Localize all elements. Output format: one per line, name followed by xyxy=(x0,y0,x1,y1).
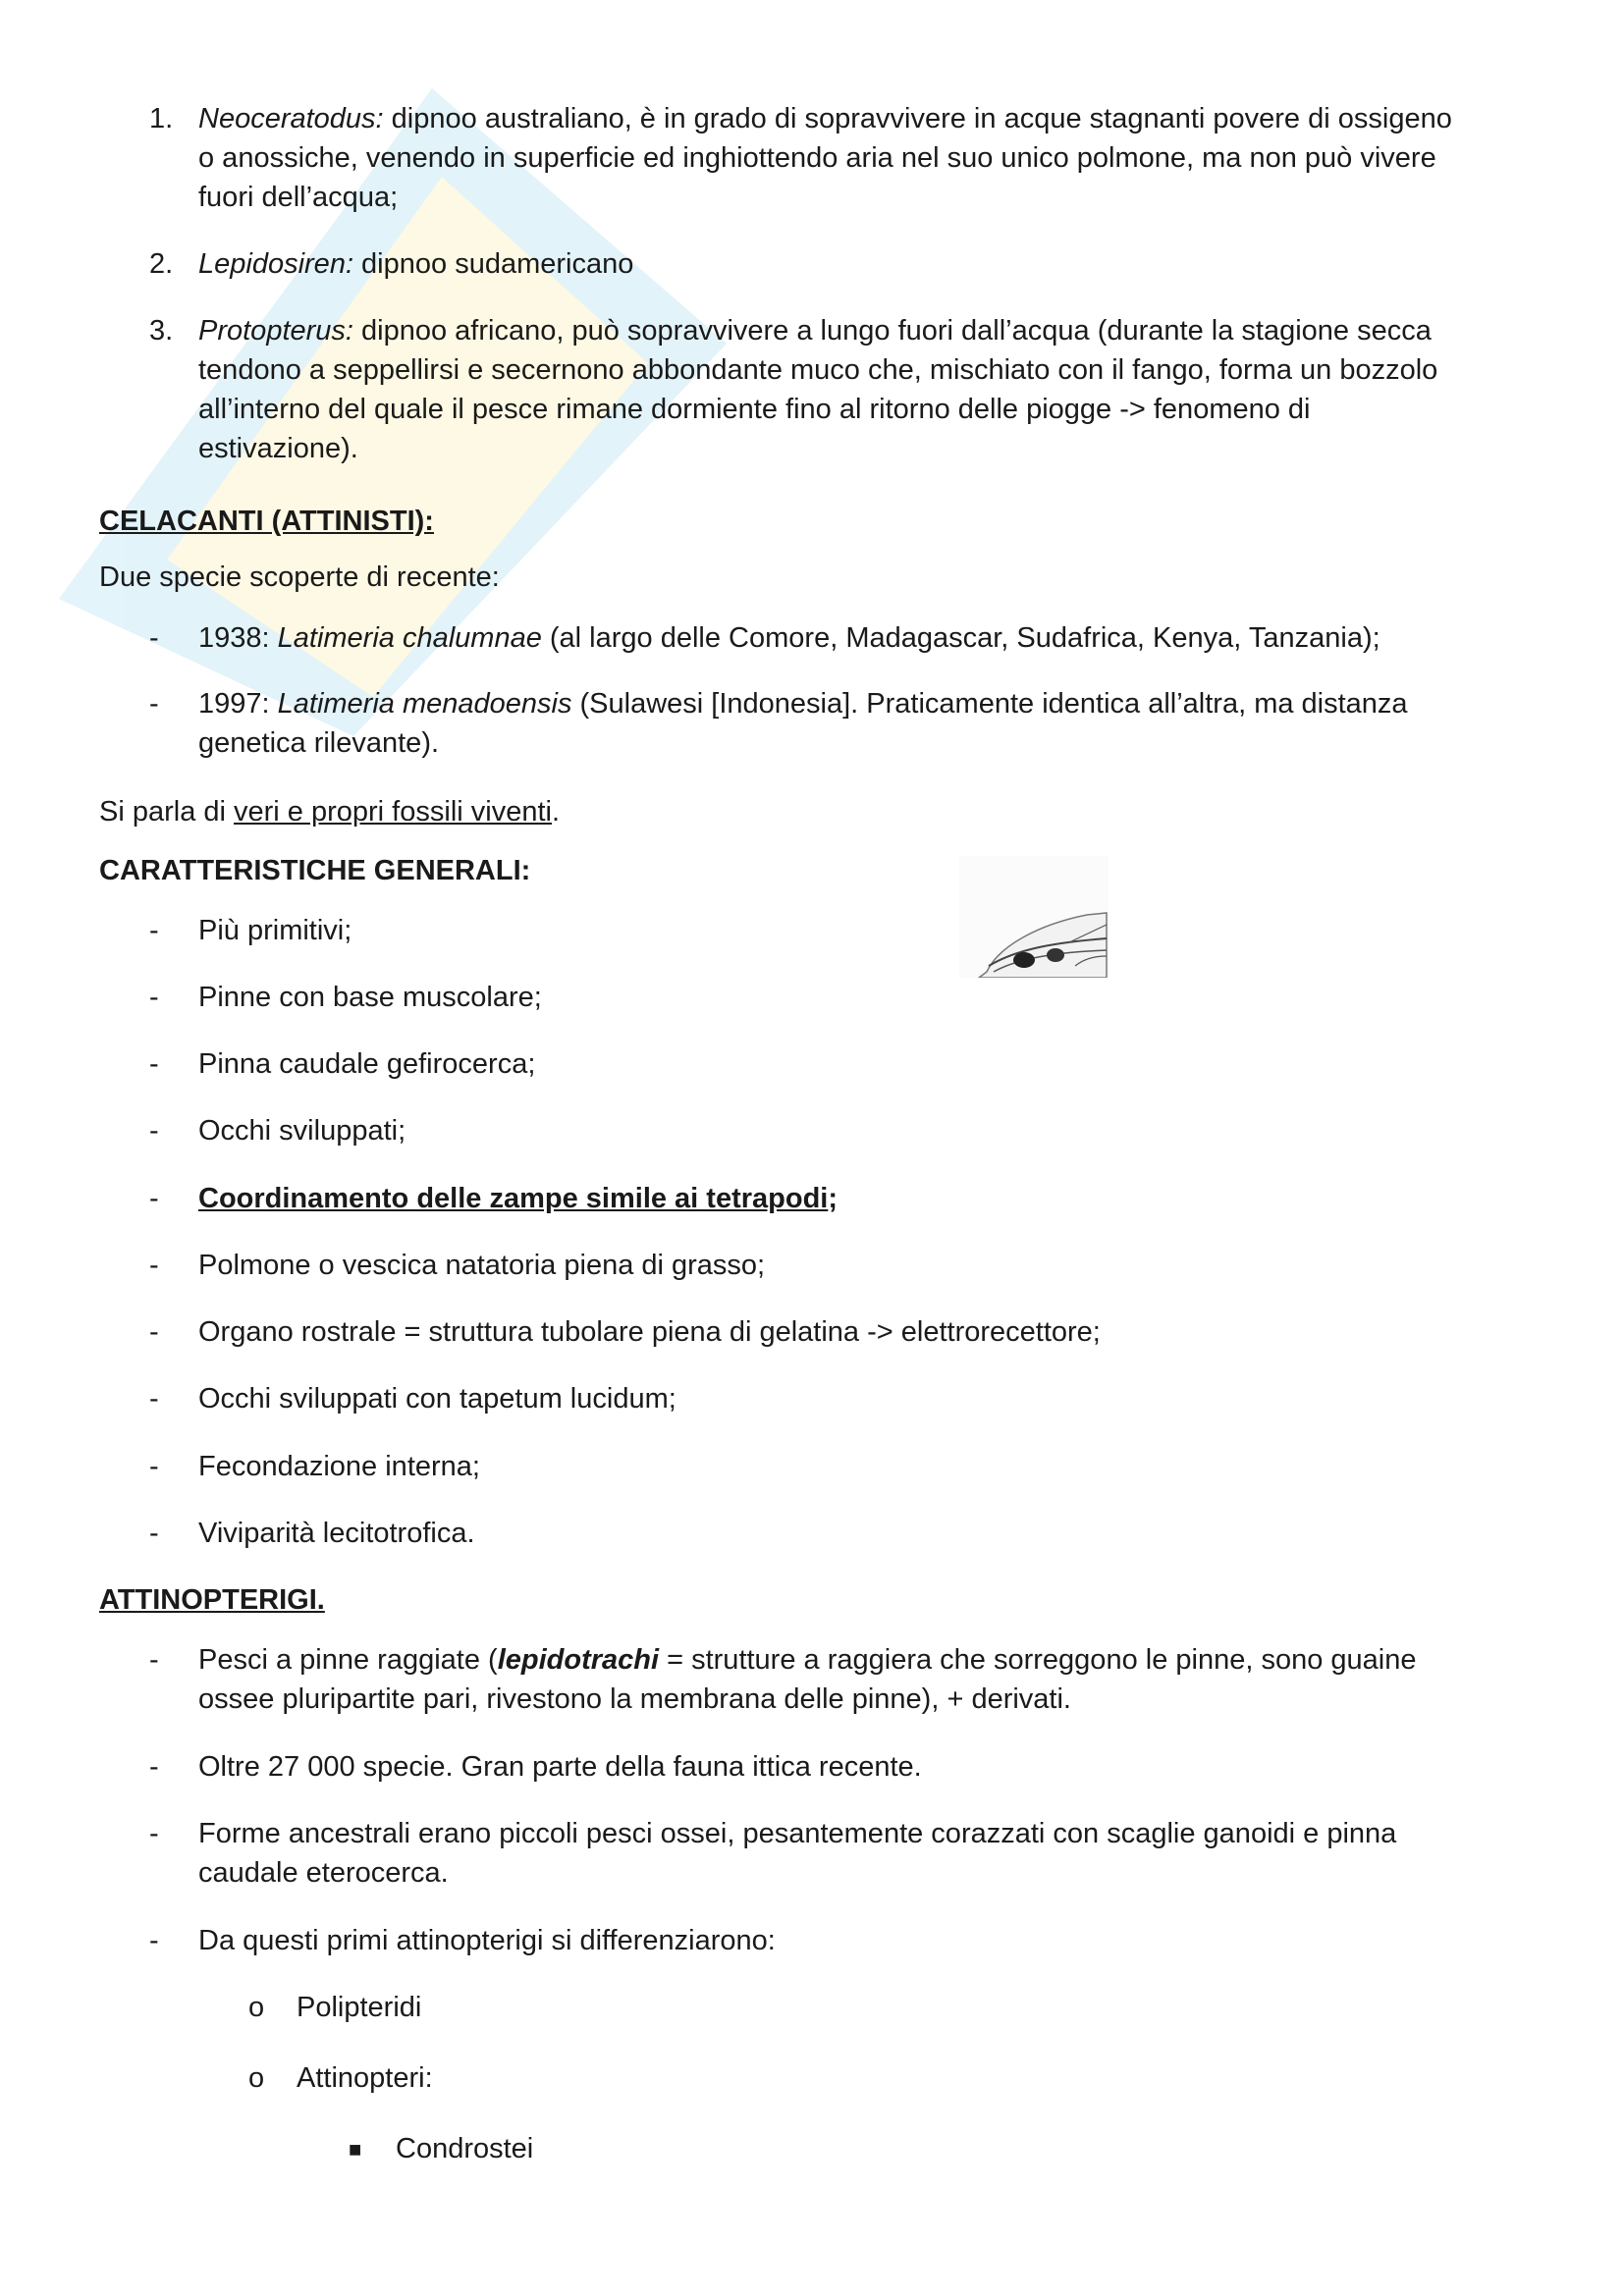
coelacanth-figure xyxy=(959,856,1109,978)
sub-item: Polipteridi xyxy=(297,1992,422,2023)
dash-marker: - xyxy=(149,982,159,1013)
celacanti-heading: CELACANTI (ATTINISTI): xyxy=(99,506,434,537)
feature-item: Pinne con base muscolare; xyxy=(198,982,542,1013)
dash-marker: - xyxy=(149,1451,159,1482)
caratteristiche-heading: CARATTERISTICHE GENERALI: xyxy=(99,855,531,886)
neoceratodus-line: fuori dell’acqua; xyxy=(198,182,399,213)
attinopterigi-item: Da questi primi attinopterigi si differenziarono: xyxy=(198,1925,776,1956)
square-bullet-icon: ■ xyxy=(349,2137,362,2162)
year: 1938: xyxy=(198,622,278,654)
protopterus-line xyxy=(198,314,1432,348)
dash-marker: - xyxy=(149,1644,159,1676)
text: = strutture a raggiera che sorreggono le pinne, sono guaine xyxy=(659,1644,1417,1676)
dash-marker: - xyxy=(149,1250,159,1281)
attinopterigi-item xyxy=(198,1643,1416,1678)
underlined-phrase: Coordinamento delle zampe simile ai tetrapodi xyxy=(198,1183,829,1214)
dash-marker: - xyxy=(149,1183,159,1214)
dash-marker: - xyxy=(149,1048,159,1080)
text: dipnoo sudamericano xyxy=(353,248,634,280)
species-name: Latimeria chalumnae xyxy=(277,622,542,654)
dash-marker: - xyxy=(149,915,159,946)
circle-marker: o xyxy=(248,1992,265,2023)
feature-item: Occhi sviluppati con tapetum lucidum; xyxy=(198,1383,676,1415)
list-number: 3. xyxy=(149,315,174,347)
year: 1997: xyxy=(198,688,278,720)
feature-item: Fecondazione interna; xyxy=(198,1451,480,1482)
sub-sub-item: Condrostei xyxy=(396,2133,534,2164)
text: . xyxy=(551,796,561,828)
species-name: Protopterus: xyxy=(198,315,353,347)
attinopterigi-heading: ATTINOPTERIGI. xyxy=(99,1584,325,1616)
attinopterigi-item: caudale eterocerca. xyxy=(198,1857,449,1889)
text: Pesci a pinne raggiate ( xyxy=(198,1644,498,1676)
dash-marker: - xyxy=(149,622,159,654)
key-term: lepidotrachi xyxy=(497,1644,660,1676)
dash-marker: - xyxy=(149,1925,159,1956)
text: (Sulawesi [Indonesia]. Praticamente identica all’altra, ma distanza xyxy=(571,688,1408,720)
species-name: Latimeria menadoensis xyxy=(277,688,572,720)
neoceratodus-line: o anossiche, venendo in superficie ed inghiottendo aria nel suo unico polmone, ma non può vivere xyxy=(198,142,1436,174)
dash-marker: - xyxy=(149,1383,159,1415)
feature-item-bold xyxy=(198,1182,838,1216)
dash-marker: - xyxy=(149,1115,159,1147)
feature-item: Più primitivi; xyxy=(198,915,352,946)
feature-item: Polmone o vescica natatoria piena di grasso; xyxy=(198,1250,766,1281)
text: dipnoo australiano, è in grado di sopravvivere in acque stagnanti povere di ossigeno xyxy=(383,103,1452,134)
underlined-phrase: veri e propri fossili viventi xyxy=(234,796,552,828)
feature-item: Occhi sviluppati; xyxy=(198,1115,406,1147)
species-name: Lepidosiren: xyxy=(198,248,353,280)
dash-marker: - xyxy=(149,688,159,720)
feature-item: Pinna caudale gefirocerca; xyxy=(198,1048,536,1080)
text: Si parla di xyxy=(99,796,235,828)
text: (al largo delle Comore, Madagascar, Sudafrica, Kenya, Tanzania); xyxy=(541,622,1380,654)
species-1938 xyxy=(198,621,1380,656)
species-name: Neoceratodus: xyxy=(198,103,384,134)
text: ; xyxy=(828,1183,839,1214)
dash-marker: - xyxy=(149,1518,159,1549)
feature-item: Viviparità lecitotrofica. xyxy=(198,1518,475,1549)
protopterus-line: all’interno del quale il pesce rimane dormiente fino al ritorno delle piogge -> fenomeno di xyxy=(198,394,1311,425)
attinopterigi-item: Oltre 27 000 specie. Gran parte della fauna ittica recente. xyxy=(198,1751,922,1783)
protopterus-line: estivazione). xyxy=(198,433,358,464)
protopterus-line: tendono a seppellirsi e secernono abbondante muco che, mischiato con il fango, forma un bozzolo xyxy=(198,354,1438,386)
neoceratodus-line xyxy=(198,102,1452,136)
species-1997: genetica rilevante). xyxy=(198,727,440,759)
dash-marker: - xyxy=(149,1751,159,1783)
attinopterigi-item: Forme ancestrali erano piccoli pesci ossei, pesantemente corazzati con scaglie ganoidi e pinna xyxy=(198,1818,1397,1849)
list-number: 2. xyxy=(149,248,174,280)
list-number: 1. xyxy=(149,103,174,134)
circle-marker: o xyxy=(248,2062,265,2094)
dash-marker: - xyxy=(149,1316,159,1348)
feature-item: Organo rostrale = struttura tubolare piena di gelatina -> elettrorecettore; xyxy=(198,1316,1101,1348)
sub-item: Attinopteri: xyxy=(297,2062,433,2094)
attinopterigi-item: ossee pluripartite pari, rivestono la membrana delle pinne), + derivati. xyxy=(198,1683,1071,1715)
celacanti-intro: Due specie scoperte di recente: xyxy=(99,561,500,593)
fossil-sentence xyxy=(99,795,560,829)
species-1997 xyxy=(198,687,1408,721)
dash-marker: - xyxy=(149,1818,159,1849)
lepidosiren-line xyxy=(198,247,633,282)
text: dipnoo africano, può sopravvivere a lungo fuori dall’acqua (durante la stagione secca xyxy=(352,315,1432,347)
